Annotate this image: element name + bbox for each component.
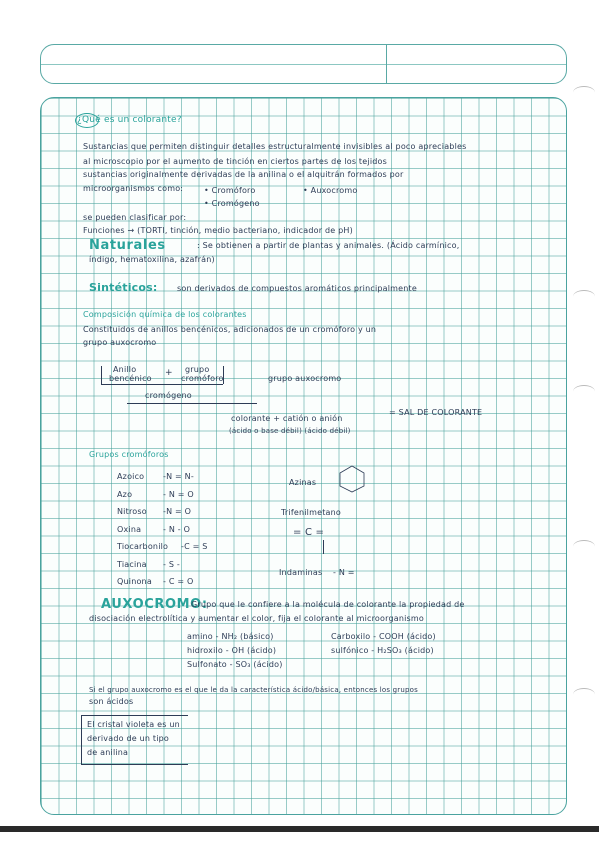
- definition-line-2: al microscopio por el aumento de tinción en ciertos partes de los tejidos: [83, 157, 387, 166]
- title-highlight-circle: [75, 113, 99, 128]
- grupo-name: Tiocarbonilo: [117, 542, 169, 551]
- aux-left: amino - NH₂ (básico): [187, 632, 274, 641]
- definition-line-4: microorganismos como:: [83, 184, 184, 193]
- grupo-formula: -N = N-: [163, 472, 194, 481]
- grupo-cromoforo-label-2: cromóforo: [181, 374, 224, 383]
- composicion-line-1: Constituidos de anillos bencénicos, adicionados de un cromóforo y un: [83, 325, 377, 334]
- notes-title: ¿Qué es un colorante?: [77, 115, 182, 125]
- header-box: [40, 44, 567, 84]
- sal-colorante: = SAL DE COLORANTE: [389, 408, 483, 417]
- grupo-formula: -N = O: [163, 507, 192, 516]
- grupo-auxocromo-label: grupo auxocromo: [268, 374, 342, 383]
- cromogeno-label: cromógeno: [145, 391, 192, 400]
- naturales-heading: Naturales: [89, 238, 166, 253]
- grupo-cromoforo-label: grupo: [185, 365, 210, 374]
- anillo-label-2: bencénico: [109, 374, 152, 383]
- header-divider-horizontal: [41, 64, 566, 65]
- auxocromo-heading: AUXOCROMO:: [101, 597, 208, 612]
- cromoforo-bullet: • Cromóforo: [204, 186, 256, 195]
- auxocromo-text-2: disociación electrolítica y aumentar el color, fija el colorante al microorganismo: [89, 614, 424, 623]
- binder-hole-mark: [573, 540, 595, 553]
- box-line-3: de anilina: [87, 748, 129, 757]
- binder-hole-mark: [573, 688, 595, 701]
- classify-line: se pueden clasificar por:: [83, 213, 187, 222]
- anillo-label: Anillo: [113, 365, 137, 374]
- composicion-line-2: grupo auxocromo: [83, 338, 157, 347]
- grupo-formula: - S -: [163, 560, 180, 569]
- plus-sign: +: [165, 368, 173, 378]
- colorante-line-2: (ácido o base débil) (ácido débil): [229, 427, 351, 435]
- grupo-name: Nitroso: [117, 507, 147, 516]
- grupo-name: Quinona: [117, 577, 152, 586]
- grupo-name: Oxina: [117, 525, 142, 534]
- grupo-name: Azoico: [117, 472, 145, 481]
- naturales-text-2: índigo, hematoxilina, azafrán): [89, 255, 215, 264]
- composicion-title: Composición química de los colorantes: [83, 310, 247, 319]
- grupos-title: Grupos cromóforos: [89, 450, 169, 459]
- indaminas-formula: - N =: [333, 568, 355, 577]
- cromogeno-bullet: • Cromógeno: [204, 199, 260, 208]
- box-line-1: El cristal violeta es un: [87, 720, 180, 729]
- grupo-formula: -C = S: [181, 542, 208, 551]
- binder-hole-mark: [573, 86, 595, 99]
- binder-hole-mark: [573, 290, 595, 303]
- grupo-name: Azo: [117, 490, 133, 499]
- binder-hole-mark: [573, 385, 595, 398]
- naturales-text: : Se obtienen a partir de plantas y animales. (Ácido carmínico,: [197, 241, 460, 250]
- aux-left: hidroxilo - OH (ácido): [187, 646, 277, 655]
- trifenilmetano-label: Trifenilmetano: [281, 508, 341, 517]
- bracket-left: [101, 366, 102, 384]
- funciones-line: Funciones → (TORTI, tinción, medio bacteriano, indicador de pH): [83, 226, 353, 235]
- sinteticos-text: son derivados de compuestos aromáticos principalmente: [177, 284, 418, 293]
- trifenilmetano-bond: [323, 540, 324, 554]
- grupo-formula: - N - O: [163, 525, 191, 534]
- grupo-formula: - N = O: [163, 490, 194, 499]
- cromogeno-bracket: [127, 403, 257, 404]
- header-divider-vertical: [386, 45, 387, 83]
- bottom-edge-bar: [0, 826, 599, 832]
- final-line-2: son ácidos: [89, 697, 134, 706]
- notebook-page: [40, 97, 567, 815]
- cromogeno-underline: [101, 384, 223, 385]
- azinas-label: Azinas: [289, 478, 317, 487]
- indaminas-label: Indaminas: [279, 568, 323, 577]
- grupo-name: Tiacina: [117, 560, 147, 569]
- bracket-right: [223, 366, 224, 384]
- box-line-2: derivado de un tipo: [87, 734, 170, 743]
- definition-line-3: sustancias originalmente derivadas de la anilina o el alquitrán formados por: [83, 170, 404, 179]
- aux-right: Carboxilo - COOH (ácido): [331, 632, 436, 641]
- trifenilmetano-formula: = C =: [293, 527, 325, 538]
- sinteticos-heading: Sintéticos:: [89, 281, 158, 294]
- final-line-1: Si el grupo auxocromo es el que le da la característica ácido/básica, entonces los grupos: [89, 686, 418, 694]
- azina-ring-icon: [337, 464, 367, 494]
- colorante-line-1: colorante + catión o anión: [231, 414, 343, 423]
- aux-left: Sulfonato - SO₃ (ácido): [187, 660, 283, 669]
- definition-line-1: Sustancias que permiten distinguir detalles estructuralmente invisibles al poco apreciables: [83, 142, 467, 151]
- auxocromo-bullet: • Auxocromo: [303, 186, 358, 195]
- aux-right: sulfónico - H₂SO₃ (ácido): [331, 646, 434, 655]
- auxocromo-text-1: Grupo que le confiere a la molécula de colorante la propiedad de: [191, 600, 465, 609]
- grupo-formula: - C = O: [163, 577, 194, 586]
